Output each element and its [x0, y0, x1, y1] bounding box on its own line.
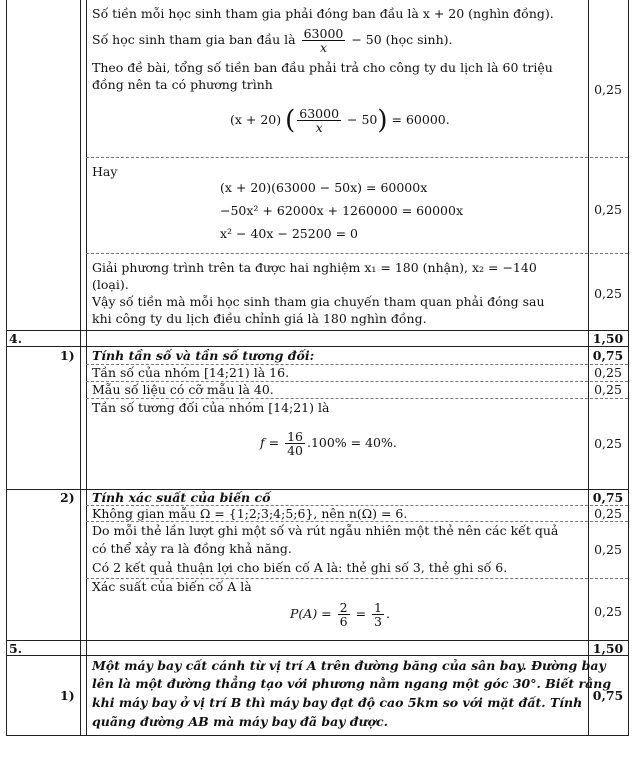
q4-p1-row-1: Tần số của nhóm [14;21) là 16.	[92, 365, 290, 380]
intro-line-3: Theo đề bài, tổng số tiền ban đầu phải trả cho công ty du lịch là 60 triệu	[92, 60, 553, 75]
intro-line-4: đồng nên ta có phương trình	[92, 77, 273, 92]
table-border-bottom	[6, 735, 628, 736]
dashed-separator	[86, 398, 628, 399]
denominator: x	[319, 40, 328, 55]
q5-p1-line-3: khi máy bay ở vị trí B thì máy bay đạt độ cao 5km so với mặt đất. Tính	[92, 695, 583, 710]
q4-p1-row-2: Mẫu số liệu có cỡ mẫu là 40.	[92, 382, 274, 397]
hay-equation-2: −50x² + 62000x + 1260000 = 60000x	[220, 203, 463, 218]
q4-part-1-label: 1)	[60, 348, 75, 363]
formula-f-right: .100% = 40%.	[306, 435, 397, 450]
intro-line-2-prefix: Số học sinh tham gia ban đầu là	[92, 32, 296, 47]
hay-equation-3: x² − 40x − 25200 = 0	[220, 226, 358, 241]
hay-label: Hay	[92, 164, 118, 179]
dashed-separator	[86, 253, 628, 254]
q4-p2-row-2a: Do mỗi thẻ lần lượt ghi một số và rút ngẫu nhiên một thẻ nên các kết quả	[92, 523, 559, 538]
question-4-label: 4.	[9, 331, 23, 346]
q5-p1-line-2: lên là một đường thẳng tạo với phương nằm ngang một góc 30°. Biết rằng	[92, 676, 612, 691]
fraction	[297, 107, 341, 134]
q4-p2-row-3: Xác suất của biến cố A là	[92, 579, 252, 594]
score-hay: 0,25	[594, 202, 622, 217]
intro-line-1: Số tiền mỗi học sinh tham gia phải đóng ban đầu là x + 20 (nghìn đồng).	[92, 6, 554, 21]
dashed-separator	[86, 521, 628, 522]
equation-main-left: (x + 20)	[230, 112, 282, 127]
q5-part-1-label: 1)	[60, 688, 75, 703]
solve-line-4: khi công ty du lịch điều chỉnh giá là 180 nghìn đồng.	[92, 311, 427, 326]
score-q4-p1-row-1: 0,25	[594, 365, 622, 380]
denominator: 6	[339, 614, 348, 629]
numerator: 63000	[299, 106, 340, 121]
score-q4-p1-row-2: 0,25	[594, 382, 622, 397]
hay-equation-1: (x + 20)(63000 − 50x) = 60000x	[220, 180, 428, 195]
table-divider-score	[588, 0, 589, 736]
score-q4: 1,50	[592, 331, 624, 346]
table-border-right	[628, 0, 629, 736]
score-intro: 0,25	[594, 82, 622, 97]
q4-part-2-label: 2)	[60, 490, 75, 505]
numerator: 16	[287, 429, 303, 444]
score-q5-p1: 0,75	[592, 688, 624, 703]
fraction	[372, 601, 384, 628]
numerator: 1	[374, 600, 382, 615]
solve-line-1: Giải phương trình trên ta được hai nghiệm x₁ = 180 (nhận), x₂ = −140	[92, 260, 537, 275]
equation-main-minus: − 50	[347, 112, 378, 127]
q5-p1-line-1: Một máy bay cất cánh từ vị trí A trên đường băng của sân bay. Đường bay	[92, 658, 606, 673]
score-q4-p1-row-3: 0,25	[594, 436, 622, 451]
solve-line-3: Vậy số tiền mà mỗi học sinh tham gia chuyến tham quan phải đóng sau	[92, 294, 545, 309]
intro-line-2	[92, 26, 452, 54]
denominator: 3	[374, 614, 382, 629]
paren-open: (	[285, 105, 296, 136]
score-solve: 0,25	[594, 286, 622, 301]
formula-f	[260, 426, 397, 460]
equation-main-right: = 60000.	[391, 112, 450, 127]
score-q5: 1,50	[592, 641, 624, 656]
row-line-q5	[6, 640, 628, 641]
q5-p1-line-4: quãng đường AB mà máy bay đã bay được.	[92, 714, 388, 729]
q4-part-2-title: Tính xác suất của biến cố	[92, 490, 271, 505]
score-q4-p2-row-2: 0,25	[594, 542, 622, 557]
question-5-label: 5.	[9, 641, 23, 656]
formula-pa-equals: =	[355, 606, 367, 621]
denominator: 40	[287, 443, 303, 458]
row-line-q5-p1	[6, 655, 628, 656]
fraction	[302, 27, 346, 54]
paren-close: )	[377, 105, 388, 136]
dashed-separator	[86, 157, 628, 158]
fraction	[338, 601, 350, 628]
formula-pa-end: .	[385, 606, 390, 621]
q4-p1-row-3: Tần số tương đối của nhóm [14;21) là	[92, 400, 330, 415]
formula-pa-left: P(A) =	[290, 606, 332, 621]
table-divider-content	[86, 0, 87, 736]
denominator: x	[315, 120, 323, 135]
score-q4-p2-row-3: 0,25	[594, 604, 622, 619]
numerator: 63000	[303, 26, 344, 41]
row-line-q4-p1	[6, 346, 628, 347]
score-q4-p2: 0,75	[592, 490, 624, 505]
table-divider-part	[80, 0, 81, 736]
q4-p2-row-2b: có thể xảy ra là đồng khả năng.	[92, 541, 292, 556]
solve-line-2: (loại).	[92, 277, 129, 292]
intro-line-2-suffix: − 50 (học sinh).	[351, 32, 453, 47]
table-border-left	[6, 0, 7, 736]
q4-p2-row-1: Không gian mẫu Ω = {1;2;3;4;5;6}, nên n(Ω) = 6.	[92, 506, 408, 521]
q4-p2-row-2c: Có 2 kết quả thuận lợi cho biến cố A là: thẻ ghi số 3, thẻ ghi số 6.	[92, 560, 508, 575]
row-line-q4	[6, 330, 628, 331]
equation-main	[230, 103, 450, 137]
formula-f-left: f =	[260, 435, 280, 450]
score-q4-p1: 0,75	[592, 348, 624, 363]
fraction	[285, 430, 305, 457]
formula-pa	[290, 597, 390, 631]
numerator: 2	[339, 600, 348, 615]
score-q4-p2-row-1: 0,25	[594, 506, 622, 521]
q4-part-1-title: Tính tần số và tần số tương đối:	[92, 348, 315, 363]
